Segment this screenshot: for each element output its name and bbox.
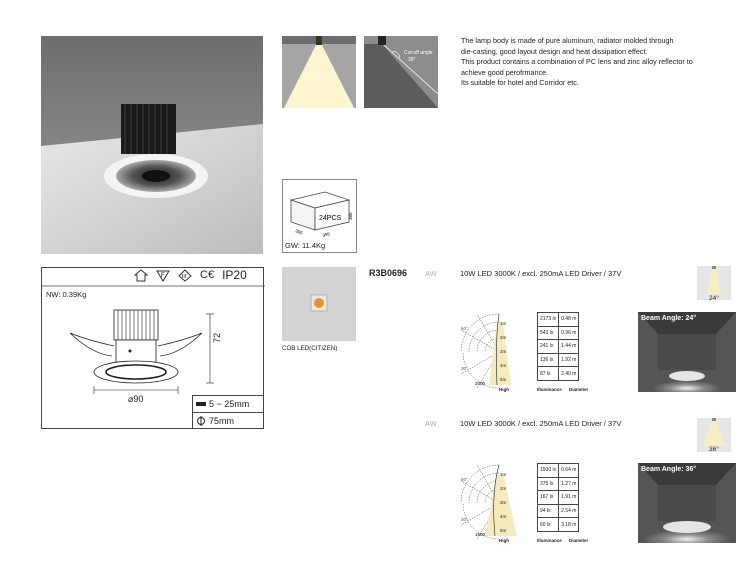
technical-drawing [41,267,264,429]
table-row [538,353,579,367]
diameter-cell: 0.64 m [559,464,579,478]
illuminance-cell: 375 lx [538,477,559,491]
illuminance-table [537,312,579,381]
distance-label: 2m [500,335,507,340]
distance-column [499,463,537,537]
ceiling-thickness-value: 5 ~ 25mm [209,399,250,409]
svg-text:F: F [161,272,165,279]
illuminance-cell: 136 lx [538,353,559,367]
distance-label: 4m [500,514,507,519]
chart-footer-high: High [499,387,509,392]
diameter-cell: 2.40 m [559,367,579,381]
diameter-cell: 1.91 m [559,491,579,505]
diameter-cell: 0.96 m [559,326,579,340]
illuminance-cell: 1500 lx [538,464,559,478]
cutout-row [192,412,264,429]
variant-spec: 10W LED 3000K / excl. 250mA LED Driver / 37V [460,269,622,278]
carton-pcs: 24PCS [319,215,342,222]
distance-label: 5m [500,377,507,382]
cutout-icon [196,416,206,426]
carton-info [282,179,357,253]
table-row [538,340,579,354]
model-number: R3B0696 [369,268,408,278]
illuminance-cell: 94 lx [538,504,559,518]
chart-footer-high: High [499,538,509,543]
distance-label: 4m [500,363,507,368]
table-row [538,491,579,505]
led-chip-label: COB LED(CITIZEN) [282,345,338,352]
net-weight: NW: 0.39Kg [46,290,87,299]
distance-label: 3m [500,500,507,505]
beam-angle-label: Beam Angle: 24° [641,315,697,322]
table-row [538,504,579,518]
variant-color-code: AW [425,419,437,428]
variant-spec: 10W LED 3000K / excl. 250mA LED Driver / 37V [460,419,622,428]
table-row [538,477,579,491]
table-row [538,367,579,381]
scale-label: 2000 [475,381,486,386]
beam-diagram-thumbnail [282,36,356,108]
beam-cone-24-label: 24° [709,295,719,302]
diameter-cell: 1.92 m [559,353,579,367]
ceiling-thickness-row [192,395,264,412]
illuminance-cell: 2173 lx [538,313,559,327]
illuminance-cell: 167 lx [538,491,559,505]
table-row [538,326,579,340]
distance-column [499,312,537,386]
svg-text:III: III [182,273,187,280]
variant-color-code: AW [425,269,437,278]
beam-render-36 [638,463,736,543]
chart-footer-illuminance: Illuminance [537,538,562,543]
chart-footer-diameter: Diameter [569,387,589,392]
scale-label: 1500 [475,532,486,537]
angle-label: 30° [461,517,468,522]
description-line: die-casting, good layout design and heat dissipation effect. [461,46,648,56]
diameter-cell: 0.48 m [559,313,579,327]
table-row [538,518,579,532]
gross-weight: GW: 11.4Kg [285,241,326,250]
diameter-cell: 1.44 m [559,340,579,354]
description-line: This product contains a combination of PC lens and zinc alloy reflector to [461,57,693,67]
illuminance-cell: 543 lx [538,326,559,340]
height-dimension: 72 [212,332,222,343]
photometric-chart-24 [459,312,609,396]
carton-box-icon [283,180,356,240]
angle-label: 60° [461,477,468,482]
distance-label: 3m [500,349,507,354]
table-row [538,313,579,327]
product-photo [41,36,263,254]
description-line: achieve good perofrmance. [461,67,549,77]
diameter-dimension: ⌀90 [128,394,144,404]
cutoff-angle-diagram [364,36,438,108]
beam-render-24 [638,312,736,392]
angle-label: 30° [461,366,468,371]
cutout-value: 75mm [209,416,235,426]
illuminance-cell: 87 lx [538,367,559,381]
distance-label: 5m [500,528,507,533]
ceiling-thickness-icon [196,400,206,408]
carton-dim-w: 395 [294,228,304,236]
table-row [538,464,579,478]
beam-cone-36-label: 36° [709,446,719,453]
cutoff-value: 35° [408,57,416,63]
ce-mark-icon: C€ [200,269,215,281]
product-description [461,36,736,89]
diameter-cell: 1.27 m [559,477,579,491]
description-line: The lamp body is made of pure aluminum, radiator molded through [461,36,674,45]
angle-label: 60° [461,326,468,331]
carton-dim-h: 380 [348,212,353,220]
beam-angle-label: Beam Angle: 36° [641,466,697,473]
diameter-cell: 3.18 m [559,518,579,532]
illuminance-table [537,463,579,532]
cutoff-label: Cut-off angle [404,50,433,56]
chart-footer-illuminance: Illuminance [537,387,562,392]
illuminance-cell: 60 lx [538,518,559,532]
distance-label: 1m [500,321,507,326]
distance-label: 2m [500,486,507,491]
illuminance-cell: 241 lx [538,340,559,354]
led-chip-photo [282,267,356,341]
photometric-chart-36 [459,463,609,547]
description-line: Its suitable for hotel and Corridor etc. [461,78,579,88]
distance-label: 1m [500,472,507,477]
diameter-cell: 2.54 m [559,504,579,518]
chart-footer-diameter: Diameter [569,538,589,543]
carton-dim-d: 395 [321,231,331,238]
ip-rating: IP20 [222,268,247,282]
